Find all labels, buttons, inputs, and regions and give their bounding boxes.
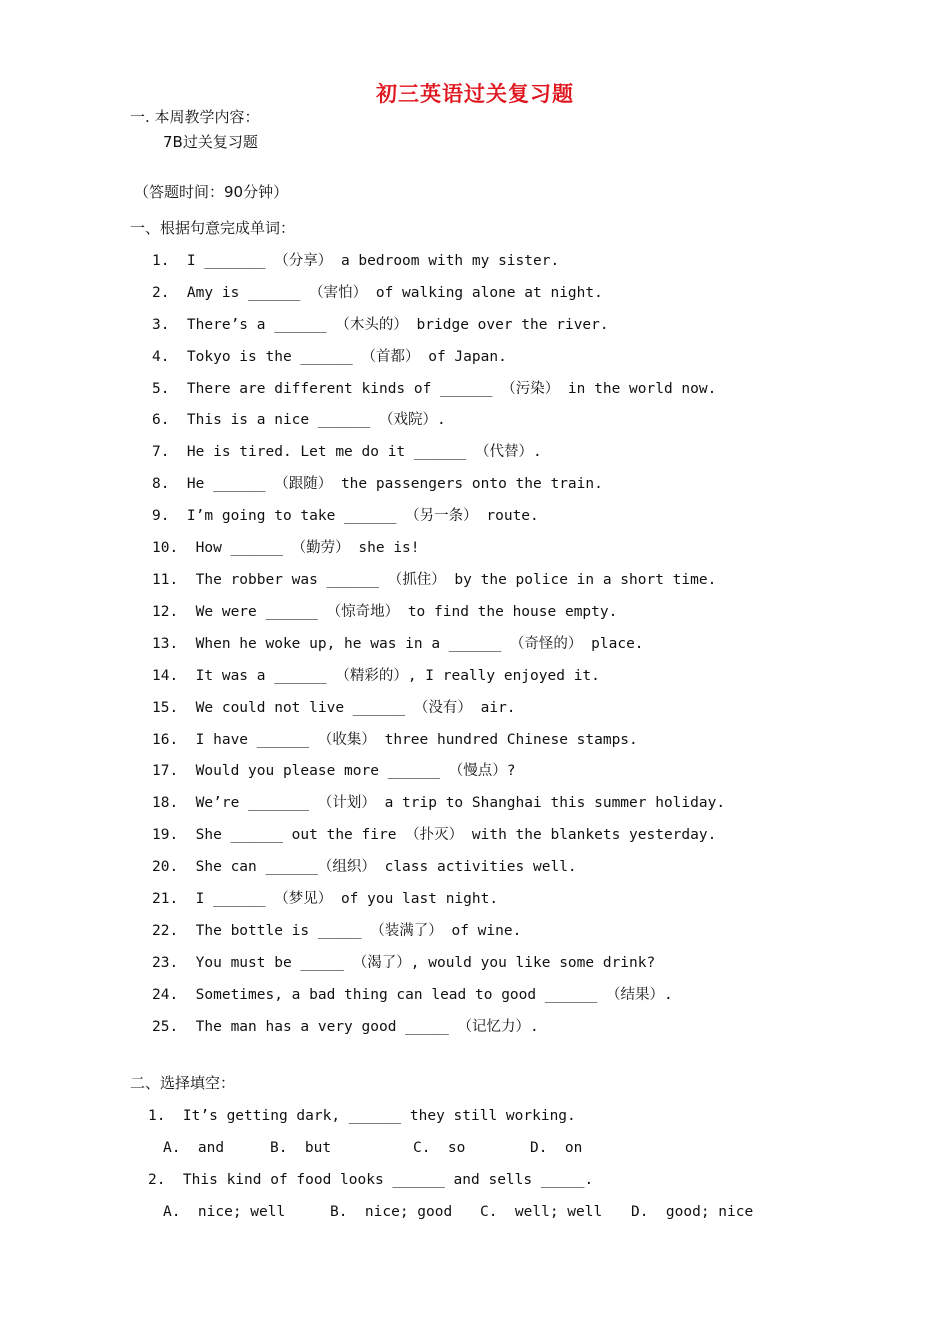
question-item: 6. This is a nice ______ （戏院）. [152, 412, 446, 428]
option-a: A. and [163, 1140, 225, 1156]
question-item: 21. I ______ （梦见） of you last night. [152, 891, 499, 907]
question-item: 4. Tokyo is the ______ （首都） of Japan. [152, 349, 507, 365]
question-item: 15. We could not live ______ （没有） air. [152, 700, 516, 716]
option-a: A. nice; well [163, 1204, 286, 1220]
page-title: 初三英语过关复习题 [376, 82, 574, 106]
option-d: D. on [530, 1140, 583, 1156]
question-item: 1. I _______ （分享） a bedroom with my sister. [152, 253, 560, 269]
question-item: 11. The robber was ______ （抓住） by the police in a short time. [152, 572, 717, 588]
question-item: 18. We’re _______ （计划） a trip to Shanghai this summer holiday. [152, 795, 726, 811]
option-d: D. good; nice [631, 1204, 754, 1220]
question-item: 20. She can ______（组织） class activities well. [152, 859, 577, 875]
question-item: 3. There’s a ______ （木头的） bridge over the river. [152, 317, 609, 333]
question-item: 22. The bottle is _____ （装满了） of wine. [152, 923, 522, 939]
question-item: 23. You must be _____ （渴了）, would you like some drink? [152, 955, 656, 971]
question-item: 14. It was a ______ （精彩的）, I really enjoyed it. [152, 668, 600, 684]
question-item: 8. He ______ （跟随） the passengers onto the train. [152, 476, 603, 492]
teaching-content: 7B过关复习题 [163, 133, 258, 151]
choice-question-stem: 2. This kind of food looks ______ and sells _____. [148, 1172, 594, 1188]
option-b: B. but [270, 1140, 332, 1156]
question-item: 13. When he woke up, he was in a ______ （奇怪的） place. [152, 636, 644, 652]
question-item: 16. I have ______ （收集） three hundred Chinese stamps. [152, 732, 638, 748]
question-item: 19. She ______ out the fire （扑灭） with the blankets yesterday. [152, 827, 717, 843]
question-item: 7. He is tired. Let me do it ______ （代替）. [152, 444, 542, 460]
question-item: 5. There are different kinds of ______ （污染） in the world now. [152, 381, 717, 397]
question-item: 12. We were ______ （惊奇地） to find the house empty. [152, 604, 618, 620]
question-item: 9. I’m going to take ______ （另一条） route. [152, 508, 539, 524]
question-item: 17. Would you please more ______ （慢点）? [152, 763, 516, 779]
part2-heading: 二、选择填空： [130, 1074, 236, 1092]
option-c: C. well; well [480, 1204, 603, 1220]
question-item: 10. How ______ （勤劳） she is! [152, 540, 420, 556]
choice-question-stem: 1. It’s getting dark, ______ they still working. [148, 1108, 576, 1124]
part1-heading: 一、根据句意完成单词： [130, 219, 296, 237]
section-label: 一. 本周教学内容： [130, 108, 260, 126]
question-item: 25. The man has a very good _____ （记忆力）. [152, 1019, 539, 1035]
question-item: 24. Sometimes, a bad thing can lead to good ______ （结果）. [152, 987, 673, 1003]
question-item: 2. Amy is ______ （害怕） of walking alone at night. [152, 285, 603, 301]
option-b: B. nice; good [330, 1204, 453, 1220]
time-note: （答题时间：90分钟） [134, 183, 289, 201]
option-c: C. so [413, 1140, 466, 1156]
